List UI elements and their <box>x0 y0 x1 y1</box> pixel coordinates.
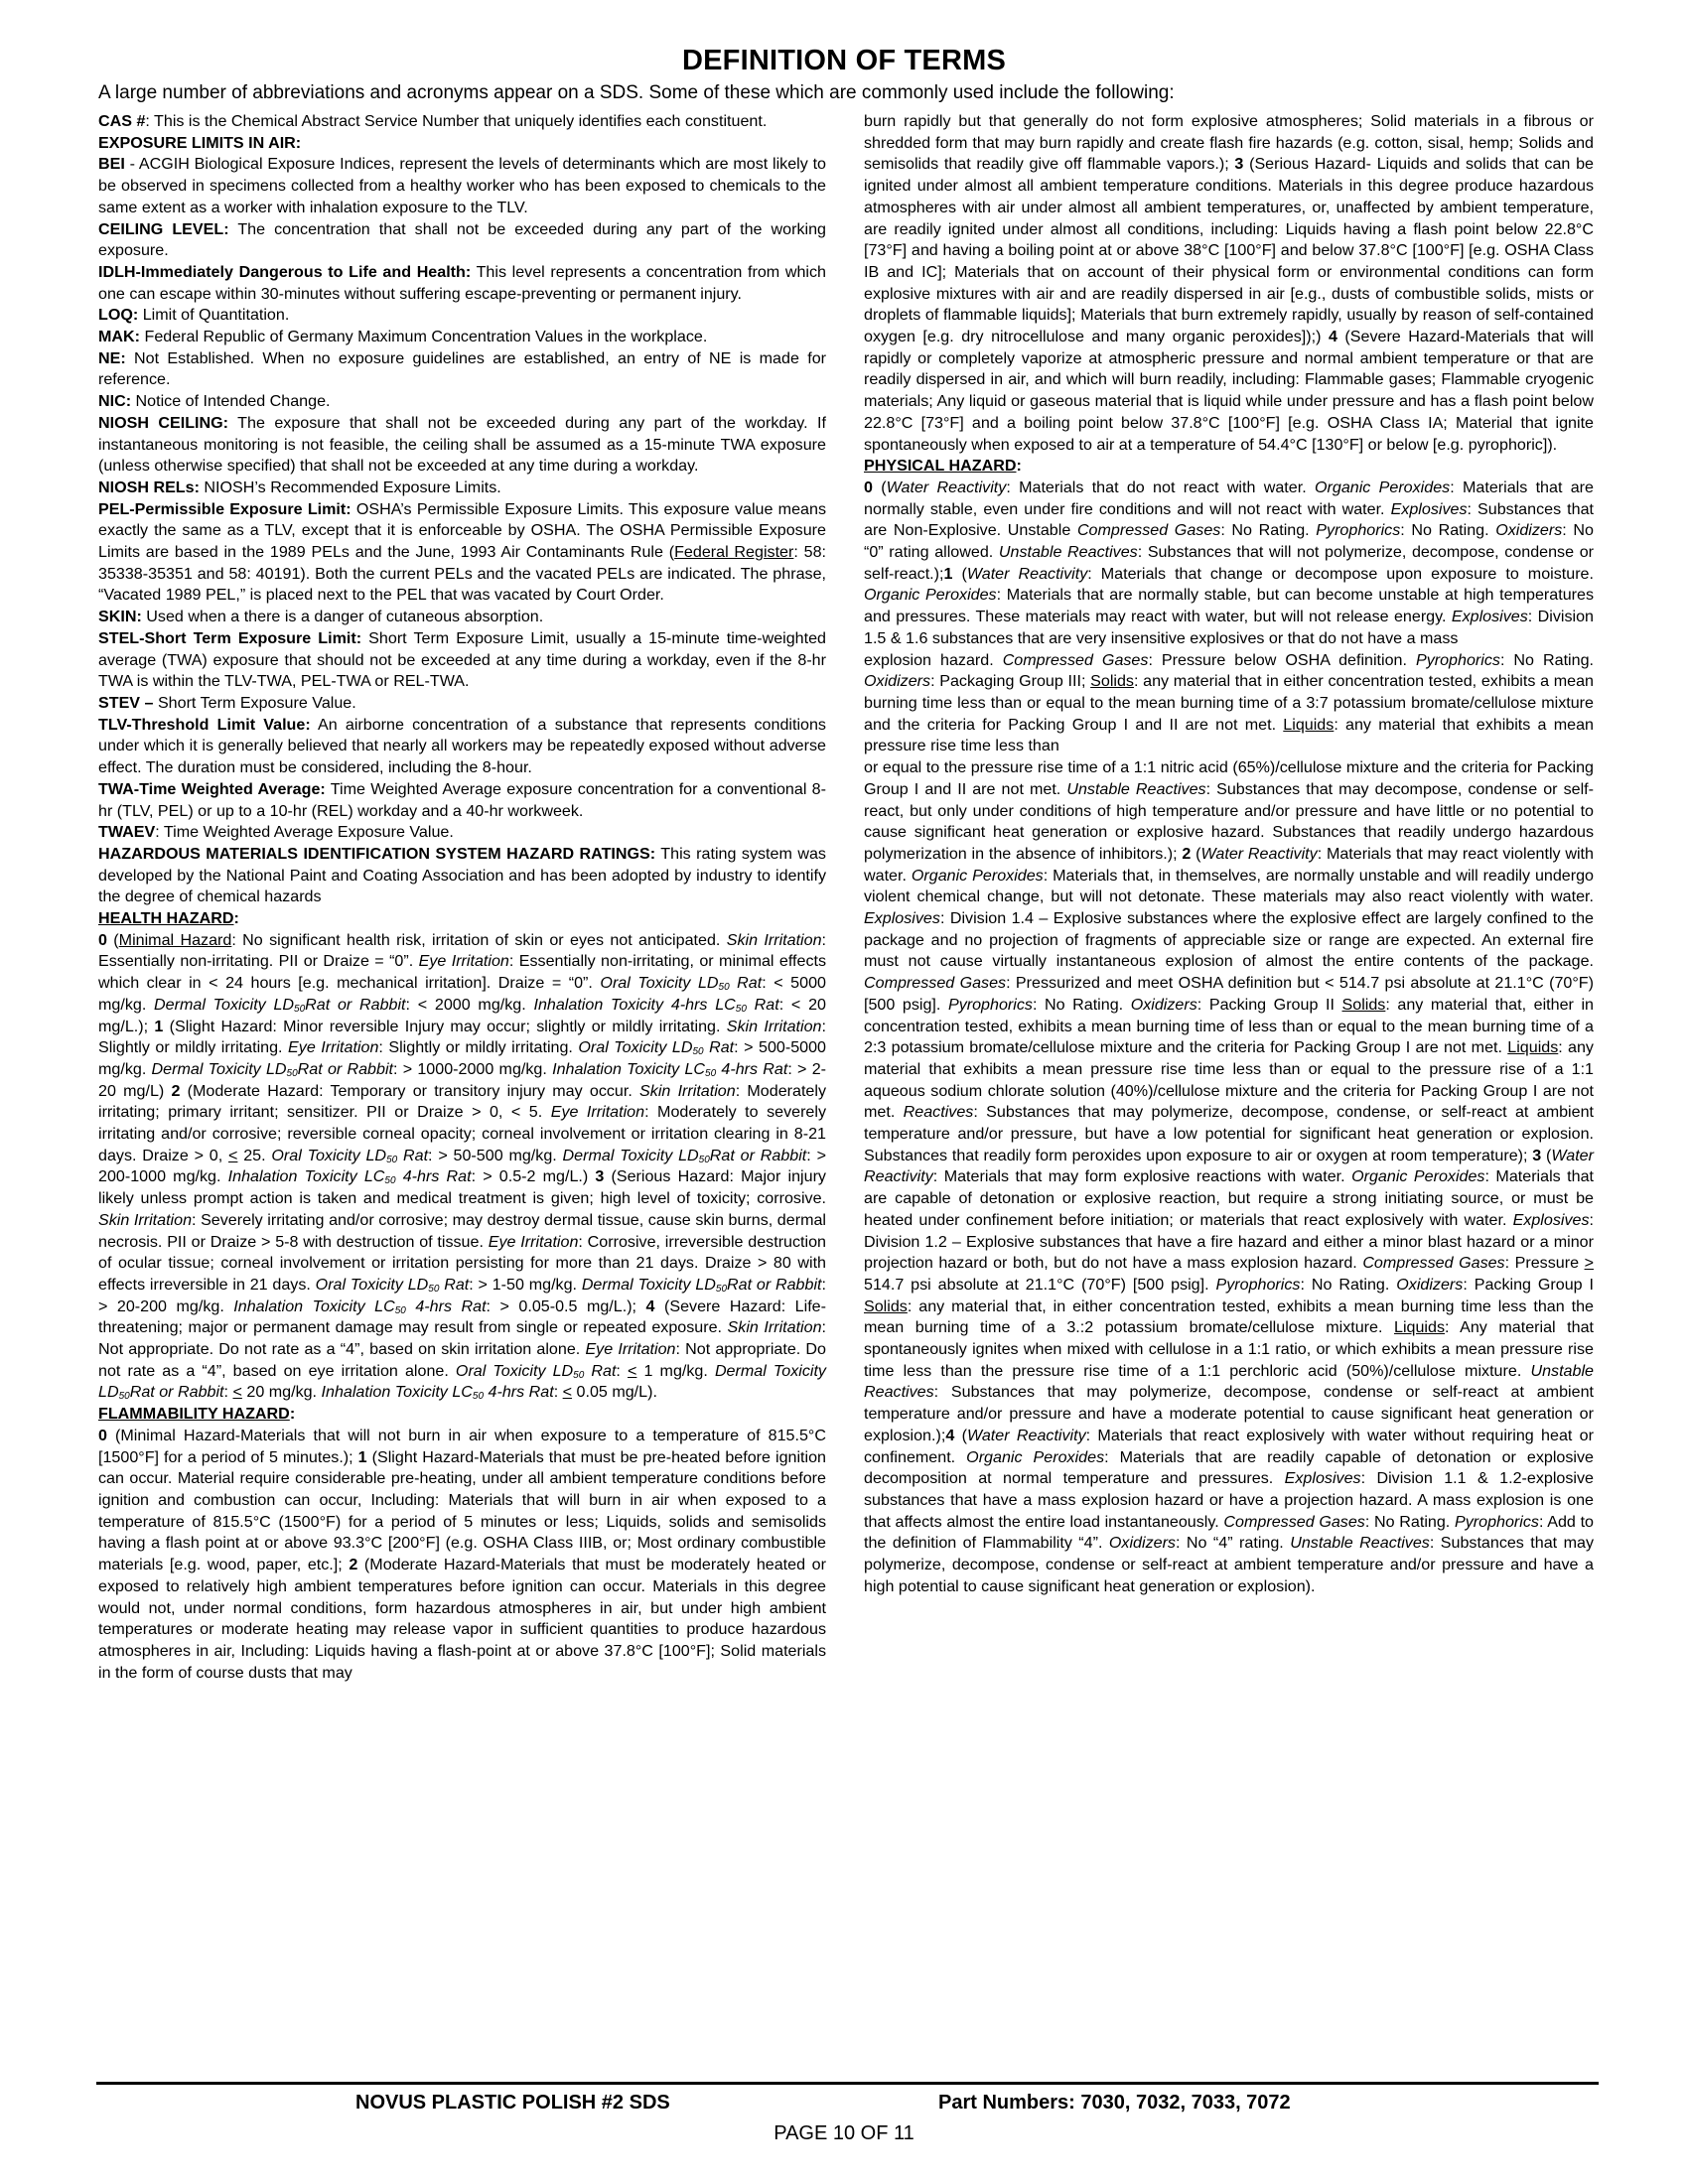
text-run: : Any material that spontaneously ignites when mixed with cellulose in a 1:1 ratio, or which exhibits a mean pressure rise time less than the pressure rise time of a 1:1 perchloric acid (50%)/cellulose mixture. <box>864 1318 1594 1380</box>
text-run: Rat <box>746 995 779 1014</box>
text-run: burn rapidly but that generally do not form explosive atmospheres; Solid materials in a fibrous or shredded form that may burn rapidly and create flash fire hazards (e.g. cotton, sisal, hemp; Solids and semisolids that readily give off flammable vapors.); <box>864 112 1594 174</box>
definition-paragraph <box>98 133 826 155</box>
text-run: Time Weighted Average exposure concentration for a conventional 8-hr (TLV, PEL) or up to a 10-hr (REL) workday and a 40-hr workweek. <box>98 779 826 820</box>
text-run: 50 <box>573 1369 585 1381</box>
text-run: : No Rating. <box>1032 995 1131 1014</box>
text-run: Organic Peroxides <box>864 586 997 605</box>
text-run: 0 <box>864 478 873 496</box>
text-run: : Pressure below OSHA definition. <box>1148 650 1416 669</box>
text-run: : > 0.5-2 mg/L.) <box>471 1167 596 1186</box>
text-run: : This is the Chemical Abstract Service Number that uniquely identifies each constituent. <box>145 112 768 130</box>
text-run: 50 <box>386 1154 398 1165</box>
text-run: 50 <box>118 1391 130 1403</box>
text-run: Dermal Toxicity LD <box>154 995 295 1014</box>
text-run: Organic Peroxides <box>1351 1167 1485 1186</box>
text-run: This rating system was developed by the National Paint and Coating Association and has been adopted by industry to identify the degree of chemical hazards <box>98 844 826 906</box>
text-run: - ACGIH Biological Exposure Indices, represent the levels of determinants which are most likely to be observed in specimens collected from a healthy worker who has been exposed to chemicals to the same extent as a worker with inhalation exposure to the TLV. <box>98 155 826 216</box>
text-run: PHYSICAL HAZARD <box>864 457 1017 476</box>
text-run: : Materials that react explosively with water without requiring heat or confinement. <box>864 1426 1594 1466</box>
text-run: Oxidizers <box>864 672 931 691</box>
definition-paragraph <box>98 305 826 327</box>
text-run: : > 200-1000 mg/kg. <box>98 1146 826 1186</box>
text-run: IDLH-Immediately Dangerous to Life and Health: <box>98 262 472 281</box>
text-run: Unstable Reactives <box>1290 1534 1430 1553</box>
footer-divider <box>96 2082 1599 2085</box>
definition-paragraph <box>98 628 826 693</box>
definition-paragraph <box>98 499 826 608</box>
definition-paragraph <box>864 456 1594 478</box>
text-run: (Slight Hazard: Minor reversible Injury may occur; slightly or mildly irritating. <box>163 1017 727 1035</box>
text-run: : Materials that may react violently with water. <box>864 844 1594 885</box>
text-run: : Substances that may polymerize, decompose, condense or self-react at ambient temperature and/or pressure and have a moderate potential to cause significant heat generation or explosion.); <box>864 1383 1594 1444</box>
text-run: (Severe Hazard: Life-threatening; major or permanent damage may result from single or repeated exposure. <box>98 1297 826 1337</box>
text-run: 4 <box>645 1297 655 1315</box>
definition-paragraph <box>98 1404 826 1426</box>
text-run: 1 <box>154 1017 164 1035</box>
text-run: : No Rating. <box>1499 650 1594 669</box>
text-run: FLAMMABILITY HAZARD <box>98 1405 290 1424</box>
text-run: : < 2000 mg/kg. <box>405 995 534 1014</box>
text-run: 50 <box>698 1154 710 1165</box>
text-run: (Slight Hazard-Materials that must be pre-heated before ignition can occur. Material require considerable pre-heating, under all ambient temperature conditions before ignition and combustion can occur, Including: Materials that will burn in air when exposed to a temperature of 815.5°C (1500°F) for a period of 5 minutes or less; Liquids, solids and semisolids having a flash point at or above 93.3°C [200°F] (e.g. OSHA Class IIIB, or; Most ordinary combustible materials [e.g. wood, paper, etc.]; <box>98 1447 827 1574</box>
text-run: : No significant health risk, irritation of skin or eyes not anticipated. <box>231 930 727 949</box>
text-run: : Add to the definition of Flammability “4”. <box>864 1512 1594 1553</box>
text-run: Water Reactivity <box>966 564 1088 583</box>
text-run: : Moderately irritating; primary irritant; sensitizer. PII or Draize > 0, < 5. <box>98 1081 826 1122</box>
text-run: : Materials that are normally stable, even under fire conditions and will not react with water. <box>864 478 1594 518</box>
text-run: Federal Register <box>674 543 794 562</box>
text-run: Liquids <box>1507 1038 1559 1057</box>
text-run: 50 <box>472 1391 485 1403</box>
text-run: : Essentially non-irritating, or minimal effects which clear in < 24 hours [e.g. mechanical irritation]. Draize = “0”. <box>98 952 827 993</box>
footer-product: NOVUS PLASTIC POLISH #2 SDS <box>355 2092 670 2114</box>
text-run: 514.7 psi absolute at 21.1°C (70°F) [500 psig]. <box>864 1275 1216 1294</box>
text-run: Oxidizers <box>1396 1275 1464 1294</box>
text-run: OSHA’s Permissible Exposure Limits. This exposure value means exactly the same as a TLV, except that it is enforceable by OSHA. The OSHA Permissible Exposure Limits are based in the 1989 PELs and the June, 1993 Air Contaminants Rule ( <box>98 499 826 562</box>
text-run: (Moderate Hazard: Temporary or transitory injury may occur. <box>180 1081 640 1100</box>
text-run: Rat or Rabbit <box>129 1383 224 1402</box>
definition-paragraph <box>98 693 826 715</box>
definition-paragraph <box>98 348 826 391</box>
text-run: < <box>232 1383 242 1402</box>
text-run: Water Reactivity <box>966 1426 1086 1444</box>
text-run: : Materials that are capable of detonation or explosive reaction, but require a strong initiating source, or must be heated under confinement before initiation; or materials that react explosively with water. <box>864 1167 1595 1229</box>
text-run: 2 <box>171 1081 181 1100</box>
text-run: EXPOSURE LIMITS IN AIR: <box>98 133 302 152</box>
text-run: : Not appropriate. Do not rate as a “4”, based on eye irritation alone. <box>98 1340 826 1380</box>
text-run: : Essentially non-irritating. PII or Draize = “0”. <box>98 930 827 971</box>
text-run: : Materials that are normally stable, but can become unstable at high temperatures and pressures. These materials may react with water, but will not release energy. <box>864 586 1595 626</box>
text-run: Inhalation Toxicity LC <box>227 1167 385 1186</box>
text-run: : No Rating. <box>1220 521 1317 540</box>
text-run: Explosives <box>1451 608 1528 626</box>
text-run: Compressed Gases <box>1223 1512 1365 1531</box>
text-run: Eye Irritation <box>418 952 509 971</box>
text-run: : Materials that, in themselves, are normally unstable and will readily undergo violent chemical change, but will not detonate. These materials may also react violently with water. <box>864 866 1595 906</box>
text-run: : Division 1.1 & 1.2-explosive substances that have a mass explosion hazard or have a projection hazard. A mass explosion is one that affects almost the entire load instantaneously. <box>864 1469 1594 1531</box>
text-run: ( <box>1541 1146 1552 1164</box>
text-run: 1 <box>357 1447 367 1466</box>
text-run: : Division 1.5 & 1.6 substances that are very insensitive explosives or that do not have a mass <box>864 608 1594 647</box>
text-run: : Materials that are readily capable of detonation or explosive decomposition at normal temperature and pressures. <box>864 1447 1594 1488</box>
text-run: MAK: <box>98 328 141 346</box>
text-run: 50 <box>692 1046 704 1058</box>
text-run: Eye Irritation <box>585 1340 676 1359</box>
text-run: : Packaging Group III; <box>930 672 1091 691</box>
text-run: TWAEV <box>98 823 156 842</box>
text-run: 50 <box>705 1067 717 1079</box>
text-run: Inhalation Toxicity LC <box>321 1383 473 1402</box>
text-run: 0 <box>98 930 107 949</box>
text-run: Rat or Rabbit <box>709 1146 807 1164</box>
text-run: Skin Irritation <box>639 1081 736 1100</box>
text-run: : any material that, in either concentration tested, exhibits a mean burning time less than the mean burning time of a 3.:2 potassium bromate/cellulose mixture. <box>864 1297 1594 1337</box>
text-run: : Materials that change or decompose upon exposure to moisture. <box>1087 564 1594 583</box>
text-run: : Packing Group I <box>1463 1275 1594 1294</box>
text-run: : Moderately to severely irritating and/or corrosive; reversible corneal opacity; corneal involvement or irritation clearing in 8-21 days. Draize > 0, <box>98 1103 826 1164</box>
text-run: : Division 1.2 – Explosive substances that have a fire hazard and either a minor blast hazard or a minor projection hazard or both, but do not have a mass explosion hazard. <box>864 1210 1594 1273</box>
text-run: (Minimal Hazard-Materials that will not burn in air when exposure to a temperature of 815.5°C [1500°F] for a period of 5 minutes.); <box>98 1426 826 1466</box>
text-run: or equal to the pressure rise time of a 1:1 nitric acid (65%)/cellulose mixture and the criteria for Packing Group I and II are not met. <box>864 758 1594 798</box>
text-run: Rat <box>729 974 763 993</box>
text-run: Explosives <box>864 909 940 928</box>
text-run: 25. <box>237 1146 272 1164</box>
definition-paragraph <box>98 219 826 262</box>
text-run: Used when a there is a danger of cutaneous absorption. <box>141 608 544 626</box>
text-run: Water Reactivity <box>1200 844 1318 863</box>
text-run: Oral Toxicity LD <box>600 974 719 993</box>
text-run: 3 <box>1532 1146 1542 1164</box>
text-run: 50 <box>735 1003 747 1015</box>
text-run: STEV – <box>98 693 154 712</box>
text-run: Liquids <box>1394 1318 1446 1337</box>
definition-paragraph <box>98 413 826 478</box>
text-run: ( <box>872 478 887 496</box>
text-run: Rat <box>397 1146 429 1164</box>
text-run: Compressed Gases <box>1076 521 1221 540</box>
text-run: : Slightly or mildly irritating. <box>378 1038 579 1057</box>
text-run: Short Term Exposure Limit, usually a 15-minute time-weighted average (TWA) exposure that should not be exceeded at any time during a workday, even if the 8-hr TWA is within the TLV-TWA, PEL-TWA or REL-TWA. <box>98 628 826 691</box>
text-run: Water Reactivity <box>886 478 1007 496</box>
text-run: Skin Irritation <box>726 1017 822 1035</box>
text-run: (Severe Hazard-Materials that will rapidly or completely vaporize at atmospheric pressure and normal ambient temperature or that are readily dispersed in air, and which will burn readily, including: Flammable gases; Flammable cryogenic materials; Any liquid or gaseous material that is liquid while under pressure and has a flash point below 22.8°C [73°F] and a boiling point below 37.8°C [100°F] [e.g. OSHA Class IA; Material that ignite spontaneously when exposed to air at a temperature of 54.4°C [130°F] or below [e.g. pyrophoric]). <box>864 328 1594 454</box>
text-run: : 58: 35338-35351 and 58: 40191). Both the current PELs and the vacated PELs are indicated. The phrase, “Vacated 1989 PEL,” is placed next to the PEL that was vacated by Court Order. <box>98 543 826 605</box>
text-run: 50 <box>286 1067 298 1079</box>
text-run: 1 mg/kg. <box>636 1361 715 1380</box>
text-run: NIOSH RELs: <box>98 478 200 496</box>
text-run: (Moderate Hazard-Materials that must be moderately heated or exposed to relatively high ambient temperatures before ignition can occur. Materials in this degree would not, under normal conditions, form hazardous atmospheres in air, but under high ambient temperatures or moderate heating may release vapor in sufficient quantities to produce hazardous atmospheres in air, Including: Liquids having a flash-point at or above 37.8°C [100°F]; Solid materials in the form of course dusts that may <box>98 1556 826 1682</box>
text-run: Pyrophorics <box>1215 1275 1301 1294</box>
text-run: Dermal Toxicity LD <box>151 1059 287 1078</box>
text-run: Rat <box>439 1275 470 1294</box>
text-run: Rat or Rabbit <box>305 995 406 1014</box>
text-run: NIOSH CEILING: <box>98 413 229 432</box>
text-run: : Substances that are Non-Explosive. Unstable <box>864 499 1595 540</box>
text-run: Organic Peroxides <box>911 866 1044 885</box>
text-run: Eye Irritation <box>288 1038 379 1057</box>
text-run: Rat <box>584 1361 617 1380</box>
definition-paragraph <box>864 111 1594 456</box>
page-title: DEFINITION OF TERMS <box>681 45 1006 76</box>
text-run: Rat <box>703 1038 735 1057</box>
text-run: 50 <box>394 1304 406 1316</box>
text-run: LOQ: <box>98 306 139 325</box>
text-run: Short Term Exposure Value. <box>153 693 356 712</box>
text-run: TLV-Threshold Limit Value: <box>98 715 311 734</box>
text-run: CAS # <box>98 112 146 130</box>
text-run: < <box>562 1383 573 1402</box>
text-run: Compressed Gases <box>1002 650 1149 669</box>
text-run: Minimal Hazard <box>118 930 232 949</box>
text-run: : Corrosive, irreversible destruction of ocular tissue; corneal involvement or irritation persisting for more than 21 days. Draize > 80 with effects irreversible in 21 days. <box>98 1232 827 1294</box>
text-run: 2 <box>349 1556 358 1574</box>
text-run: : any material that exhibits a mean pressure rise time less than <box>864 715 1594 755</box>
definition-paragraph <box>98 327 826 348</box>
definition-paragraph <box>98 154 826 218</box>
text-run: 50 <box>715 1283 728 1295</box>
definition-paragraph <box>98 262 826 305</box>
text-run: Skin Irritation <box>98 1210 193 1229</box>
text-run: Compressed Gases <box>864 974 1007 993</box>
text-run: BEI <box>98 155 125 174</box>
text-run: : Division 1.4 – Explosive substances where the explosive effect are largely confined to the package and no projection of fragments of appreciable size or range are expected. An external fire must not cause virtually instantaneous explosion of almost the entire contents of the package. <box>864 909 1594 971</box>
definition-paragraph <box>864 650 1594 758</box>
text-run: : < 20 mg/L.); <box>98 995 826 1035</box>
text-run: (Serious Hazard: Major injury likely unless prompt action is taken and medical treatment is given; high level of toxicity; corrosive. <box>98 1167 826 1208</box>
text-run: : any material that in either concentration tested, exhibits a mean burning time less than or equal to the mean burning time of a 3:7 potassium bromate/cellulose mixture and the criteria for Packing Group I and II are not met. <box>864 672 1594 734</box>
text-run: STEL-Short Term Exposure Limit: <box>98 628 362 647</box>
text-run: : Materials that may form explosive reactions with water. <box>932 1167 1352 1186</box>
text-run: : Time Weighted Average Exposure Value. <box>155 823 454 842</box>
text-run: Compressed Gases <box>1362 1254 1505 1273</box>
text-run: NIC: <box>98 392 132 411</box>
text-run: Oral Toxicity LD <box>578 1038 693 1057</box>
text-run: NIOSH’s Recommended Exposure Limits. <box>199 478 501 496</box>
text-run: Limit of Quantitation. <box>138 306 290 325</box>
text-run: : > 20-200 mg/kg. <box>98 1275 826 1315</box>
text-run: 50 <box>294 1003 306 1015</box>
text-run: Pyrophorics <box>1454 1512 1539 1531</box>
text-run: Unstable Reactives <box>998 543 1138 562</box>
text-run: : any material that, either in concentration tested, exhibits a mean burning time of less than or equal to the mean burning time of a 2:3 potassium bromate/cellulose mixture and the criteria for Packing Group I are not met. <box>864 995 1595 1057</box>
text-run: : Substances that may polymerize, decompose, condense or self-react at ambient temperature and/or pressure and have a high potential to cause significant heat generation or explosion). <box>864 1534 1594 1595</box>
text-run: PEL-Permissible Exposure Limit: <box>98 499 352 518</box>
text-run: 4 <box>1328 328 1337 346</box>
text-run: : Substances that may decompose, condense or self-react, but only under conditions of high temperature and/or pressure and have little or no potential to cause significant heat generation or explosive hazard. Substances that readily undergo hazardous polymerization in the absence of inhibitors.); <box>864 779 1595 863</box>
definition-paragraph <box>98 930 826 1404</box>
footer-part-numbers: Part Numbers: 7030, 7032, 7033, 7072 <box>938 2092 1291 2114</box>
text-run: TWA-Time Weighted Average: <box>98 779 326 798</box>
text-run: : < 5000 mg/kg. <box>98 974 826 1014</box>
text-run: NE: <box>98 348 126 367</box>
text-run: : No “4” rating. <box>1175 1534 1291 1553</box>
definition-paragraph <box>864 757 1594 1597</box>
text-run: Solids <box>864 1297 908 1315</box>
right-column <box>864 111 1594 1598</box>
text-run: Solids <box>1341 995 1386 1014</box>
text-run: Inhalation Toxicity LC <box>552 1059 706 1078</box>
definition-paragraph <box>98 908 826 930</box>
definition-paragraph <box>98 822 826 844</box>
text-run: : any material that exhibits a mean pressure rise time less than or equal to the pressure rise of a 1:1 aqueous sodium chlorate solution (40%)/cellulose mixture and the criteria for Packing Group I are not met. <box>864 1038 1594 1122</box>
text-run: 3 <box>1234 155 1244 174</box>
text-run: Dermal Toxicity LD <box>98 1361 826 1402</box>
text-run: ( <box>954 1426 967 1444</box>
text-run: : <box>223 1383 233 1402</box>
text-run: Oral Toxicity LD <box>455 1361 574 1380</box>
text-run: : > 500-5000 mg/kg. <box>98 1038 827 1078</box>
text-run: Not Established. When no exposure guidelines are established, an entry of NE is made for reference. <box>98 348 826 389</box>
definition-paragraph <box>98 844 826 908</box>
text-run: : Pressure <box>1504 1254 1585 1273</box>
text-run: Unstable Reactives <box>864 1361 1594 1402</box>
text-run: : Not appropriate. Do not rate as a “4”, based on skin irritation alone. <box>98 1318 827 1359</box>
definition-paragraph <box>98 779 826 822</box>
text-run: This level represents a concentration from which one can escape within 30-minutes without suffering escape-preventing or permanent injury. <box>98 262 826 303</box>
text-run: Pyrophorics <box>947 995 1033 1014</box>
text-run: Oral Toxicity LD <box>271 1146 387 1164</box>
text-run: Explosives <box>1512 1210 1590 1229</box>
text-run: (Serious Hazard- Liquids and solids that can be ignited under almost all ambient temperature conditions. Materials in this degree produce hazardous atmospheres with air under almost all ambient temperatures, or, unaffected by ambient temperature, are readily ignited under almost all conditions, including: Liquids having a flash point below 22.8°C [73°F] and having a boiling point at or above 38°C [100°F] and below 37.8°C [100°F] [e.g. OSHA Class IB and IC]; Materials that on account of their physical form or environmental conditions can form explosive mixtures with air and are readily dispersed in air [e.g., dusts of combustible solids, mists or droplets of flammable liquids]; Materials that burn extremely rapidly, usually by reason of self-contained oxygen [e.g. dry nitrocellulose and many organic peroxides]);) <box>864 155 1594 346</box>
definition-paragraph <box>98 478 826 499</box>
text-run: : No Rating. <box>1300 1275 1397 1294</box>
text-run: 4-hrs Rat <box>484 1383 554 1402</box>
text-run: : <box>553 1383 563 1402</box>
text-run: Rat or Rabbit <box>727 1275 822 1294</box>
text-run: : No Rating. <box>1400 521 1496 540</box>
text-run: Water Reactivity <box>864 1146 1594 1186</box>
text-run: 4 <box>945 1426 955 1444</box>
text-run: Rat or Rabbit <box>297 1059 394 1078</box>
text-run: Oxidizers <box>1495 521 1563 540</box>
text-run: Reactives <box>903 1103 974 1122</box>
text-run: : > 1-50 mg/kg. <box>469 1275 582 1294</box>
text-run: SKIN: <box>98 608 142 626</box>
footer-page-number: PAGE 10 OF 11 <box>774 2122 914 2144</box>
text-run: Unstable Reactives <box>1066 779 1206 798</box>
text-run: : Slightly or mildly irritating. <box>98 1017 826 1057</box>
text-run: : <box>1016 457 1022 476</box>
text-run: Inhalation Toxicity 4-hrs LC <box>533 995 736 1014</box>
text-run: ( <box>1191 844 1201 863</box>
text-run: Dermal Toxicity LD <box>581 1275 716 1294</box>
text-run: : > 0.05-0.5 mg/L.); <box>486 1297 646 1315</box>
text-run: Oxidizers <box>1130 995 1197 1014</box>
text-run: Pyrophorics <box>1415 650 1500 669</box>
definition-paragraph <box>98 111 826 133</box>
text-run: : > 2-20 mg/L) <box>98 1059 826 1100</box>
text-run: explosion hazard. <box>864 650 1003 669</box>
text-run: : Substances that will not polymerize, decompose, condense or self-react.); <box>864 543 1595 583</box>
text-run: > <box>1584 1254 1594 1273</box>
text-run: The exposure that shall not be exceeded during any part of the workday. If instantaneous monitoring is not feasible, the ceiling shall be assumed as a 15-minute TWA exposure (unless otherwise specified) that shall not be exceeded at any time during a workday. <box>98 413 826 476</box>
text-run: 0.05 mg/L). <box>572 1383 657 1402</box>
text-run: : > 1000-2000 mg/kg. <box>393 1059 553 1078</box>
text-run: : > 50-500 mg/kg. <box>428 1146 563 1164</box>
text-run: Organic Peroxides <box>1314 478 1451 496</box>
text-run: Notice of Intended Change. <box>131 392 331 411</box>
text-run: CEILING LEVEL: <box>98 219 229 238</box>
text-run: Inhalation Toxicity LC <box>233 1297 395 1315</box>
text-run: : <box>616 1361 628 1380</box>
text-run: Federal Republic of Germany Maximum Concentration Values in the workplace. <box>140 328 708 346</box>
text-run: HAZARDOUS MATERIALS IDENTIFICATION SYSTEM HAZARD RATINGS: <box>98 844 656 863</box>
text-run: Pyrophorics <box>1316 521 1401 540</box>
text-run: Dermal Toxicity LD <box>562 1146 699 1164</box>
text-run: < <box>228 1146 238 1164</box>
text-run: 20 mg/kg. <box>241 1383 322 1402</box>
text-run: 4-hrs Rat <box>395 1167 472 1186</box>
text-run: Solids <box>1090 672 1134 691</box>
text-run: < <box>628 1361 637 1380</box>
text-run: : <box>289 1405 296 1424</box>
intro-text: A large number of abbreviations and acronyms appear on a SDS. Some of these which are commonly used include the following: <box>98 82 1175 103</box>
text-run: 4-hrs Rat <box>716 1059 788 1078</box>
text-run: : No “0” rating allowed. <box>864 521 1594 562</box>
text-run: Explosives <box>1390 499 1468 518</box>
text-run: : No Rating. <box>1364 1512 1455 1531</box>
text-run: : Pressurized and meet OSHA definition but < 514.7 psi absolute at 21.1°C (70°F) [500 psig]. <box>864 974 1594 1014</box>
text-run: 4-hrs Rat <box>405 1297 487 1315</box>
text-run: Liquids <box>1283 715 1335 734</box>
left-column <box>98 111 826 1684</box>
definition-paragraph <box>98 607 826 628</box>
definition-paragraph <box>98 391 826 413</box>
text-run: An airborne concentration of a substance that represents conditions under which it is generally believed that nearly all workers may be repeatedly exposed without adverse effect. The duration must be considered, including the 8-hour. <box>98 715 826 777</box>
text-run: ( <box>106 930 119 949</box>
text-run: : <box>233 909 239 928</box>
text-run: ( <box>952 564 967 583</box>
text-run: : Substances that may polymerize, decompose, condense, or self-react at ambient temperature and/or pressure, but have a low potential for significant heat generation or explosion. Substances that readily form peroxides upon exposure to air or oxygen at room temperature); <box>864 1103 1594 1164</box>
text-run: Eye Irritation <box>550 1103 645 1122</box>
definition-paragraph <box>98 715 826 779</box>
text-run: Eye Irritation <box>488 1232 579 1251</box>
text-run: 0 <box>98 1426 107 1444</box>
text-run: Oral Toxicity LD <box>315 1275 429 1294</box>
text-run: : Materials that do not react with water. <box>1006 478 1315 496</box>
text-run: 50 <box>718 982 730 994</box>
definition-paragraph <box>98 1426 826 1684</box>
text-run: Skin Irritation <box>727 1318 822 1337</box>
text-run: Skin Irritation <box>726 930 822 949</box>
text-run: Explosives <box>1284 1469 1361 1488</box>
text-run: : Packing Group II <box>1196 995 1342 1014</box>
text-run: 50 <box>384 1175 396 1187</box>
text-run: The concentration that shall not be exceeded during any part of the working exposure. <box>98 219 826 260</box>
text-run: Oxidizers <box>1108 1534 1176 1553</box>
text-run: 3 <box>595 1167 605 1186</box>
text-run: 2 <box>1182 844 1192 863</box>
text-run: HEALTH HAZARD <box>98 909 234 928</box>
text-run: 1 <box>943 564 953 583</box>
text-run: 50 <box>428 1283 440 1295</box>
text-run: : Severely irritating and/or corrosive; may destroy dermal tissue, cause skin burns, dermal necrosis. PII or Draize > 5-8 with destruction of tissue. <box>98 1210 827 1251</box>
definition-paragraph <box>864 478 1594 650</box>
text-run: Organic Peroxides <box>966 1447 1105 1466</box>
